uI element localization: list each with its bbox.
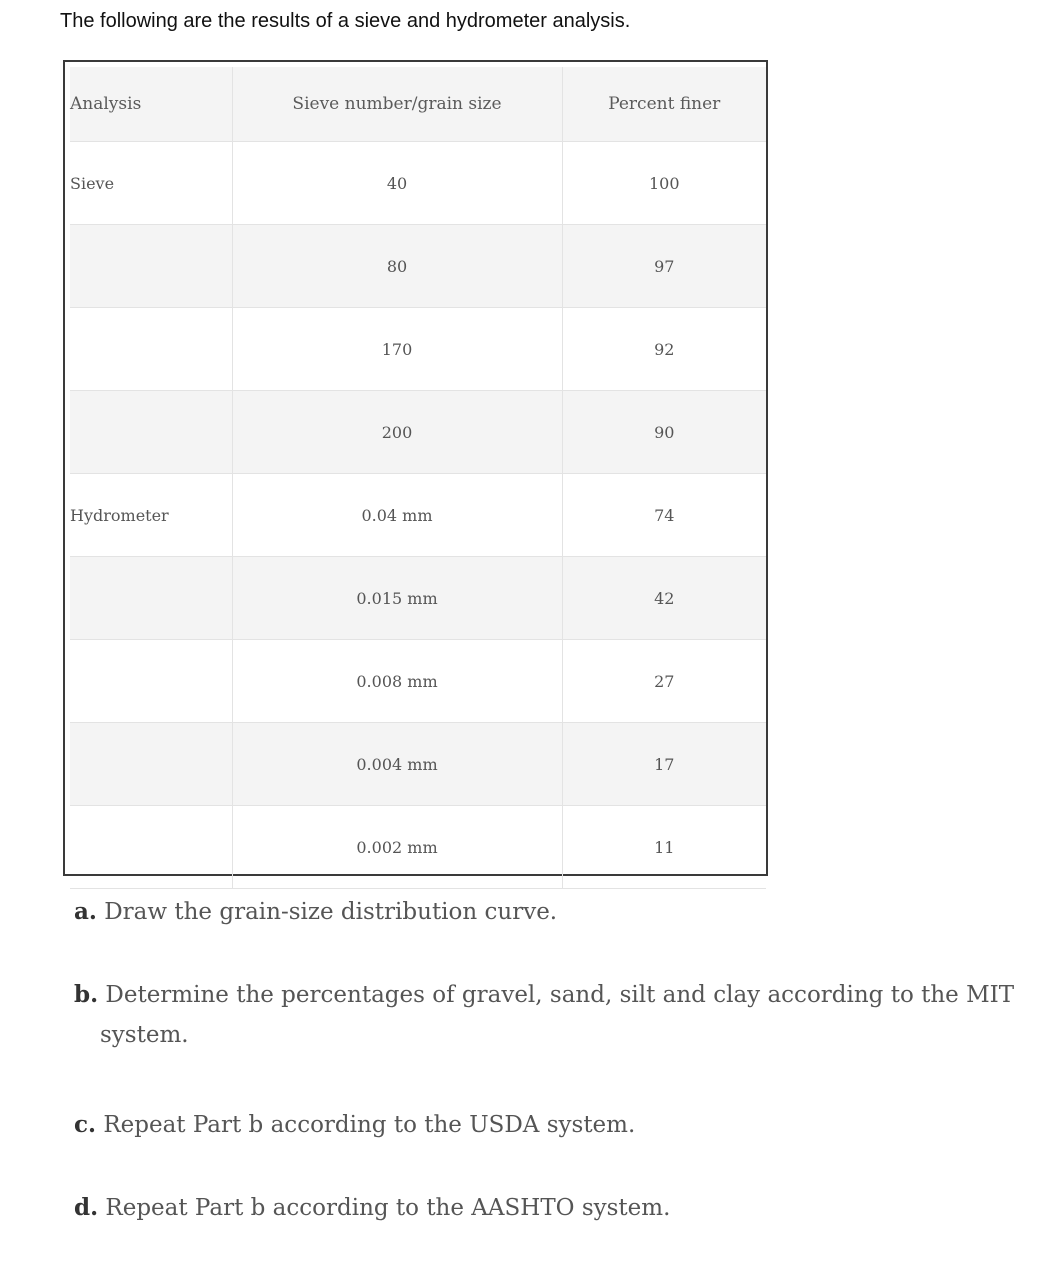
cell-analysis: Hydrometer <box>70 474 232 557</box>
cell-grain-size: 200 <box>232 391 562 474</box>
cell-grain-size: 0.004 mm <box>232 723 562 806</box>
table-row <box>70 723 766 806</box>
cell-percent-finer: 11 <box>562 806 766 889</box>
cell-analysis <box>70 308 232 391</box>
cell-analysis <box>70 557 232 640</box>
cell-percent-finer: 42 <box>562 557 766 640</box>
table-row <box>70 308 766 391</box>
cell-grain-size: 0.002 mm <box>232 806 562 889</box>
header-analysis: Analysis <box>70 67 232 142</box>
table-row <box>70 557 766 640</box>
cell-grain-size: 0.008 mm <box>232 640 562 723</box>
question-text-continued: system. <box>100 1022 189 1048</box>
cell-analysis <box>70 225 232 308</box>
cell-grain-size: 170 <box>232 308 562 391</box>
question-letter: b. <box>74 981 99 1008</box>
question-b <box>74 981 1014 1048</box>
table-row <box>70 474 766 557</box>
table-row <box>70 806 766 889</box>
results-table <box>70 67 766 889</box>
cell-percent-finer: 27 <box>562 640 766 723</box>
cell-percent-finer: 17 <box>562 723 766 806</box>
cell-analysis <box>70 723 232 806</box>
table-header-row <box>70 67 766 142</box>
cell-percent-finer: 74 <box>562 474 766 557</box>
question-letter: d. <box>74 1194 99 1221</box>
question-text: Repeat Part b according to the USDA system. <box>103 1112 636 1138</box>
cell-grain-size: 80 <box>232 225 562 308</box>
results-table-frame <box>63 60 768 876</box>
question-letter: a. <box>74 898 97 925</box>
cell-analysis <box>70 640 232 723</box>
cell-percent-finer: 100 <box>562 142 766 225</box>
cell-grain-size: 40 <box>232 142 562 225</box>
cell-percent-finer: 90 <box>562 391 766 474</box>
cell-grain-size: 0.015 mm <box>232 557 562 640</box>
cell-analysis <box>70 806 232 889</box>
table-row <box>70 640 766 723</box>
table-row <box>70 391 766 474</box>
header-sieve-number: Sieve number/grain size <box>232 67 562 142</box>
header-percent-finer: Percent finer <box>562 67 766 142</box>
question-text: Draw the grain-size distribution curve. <box>104 899 558 925</box>
cell-grain-size: 0.04 mm <box>232 474 562 557</box>
question-letter: c. <box>74 1111 97 1138</box>
question-d <box>74 1194 670 1221</box>
question-a <box>74 898 557 925</box>
cell-analysis: Sieve <box>70 142 232 225</box>
cell-percent-finer: 97 <box>562 225 766 308</box>
intro-text: The following are the results of a sieve and hydrometer analysis. <box>60 10 631 32</box>
table-row <box>70 142 766 225</box>
cell-percent-finer: 92 <box>562 308 766 391</box>
table-row <box>70 225 766 308</box>
question-text: Determine the percentages of gravel, sand, silt and clay according to the MIT <box>105 982 1015 1008</box>
question-text: Repeat Part b according to the AASHTO system. <box>105 1195 671 1221</box>
cell-analysis <box>70 391 232 474</box>
question-c <box>74 1111 635 1138</box>
